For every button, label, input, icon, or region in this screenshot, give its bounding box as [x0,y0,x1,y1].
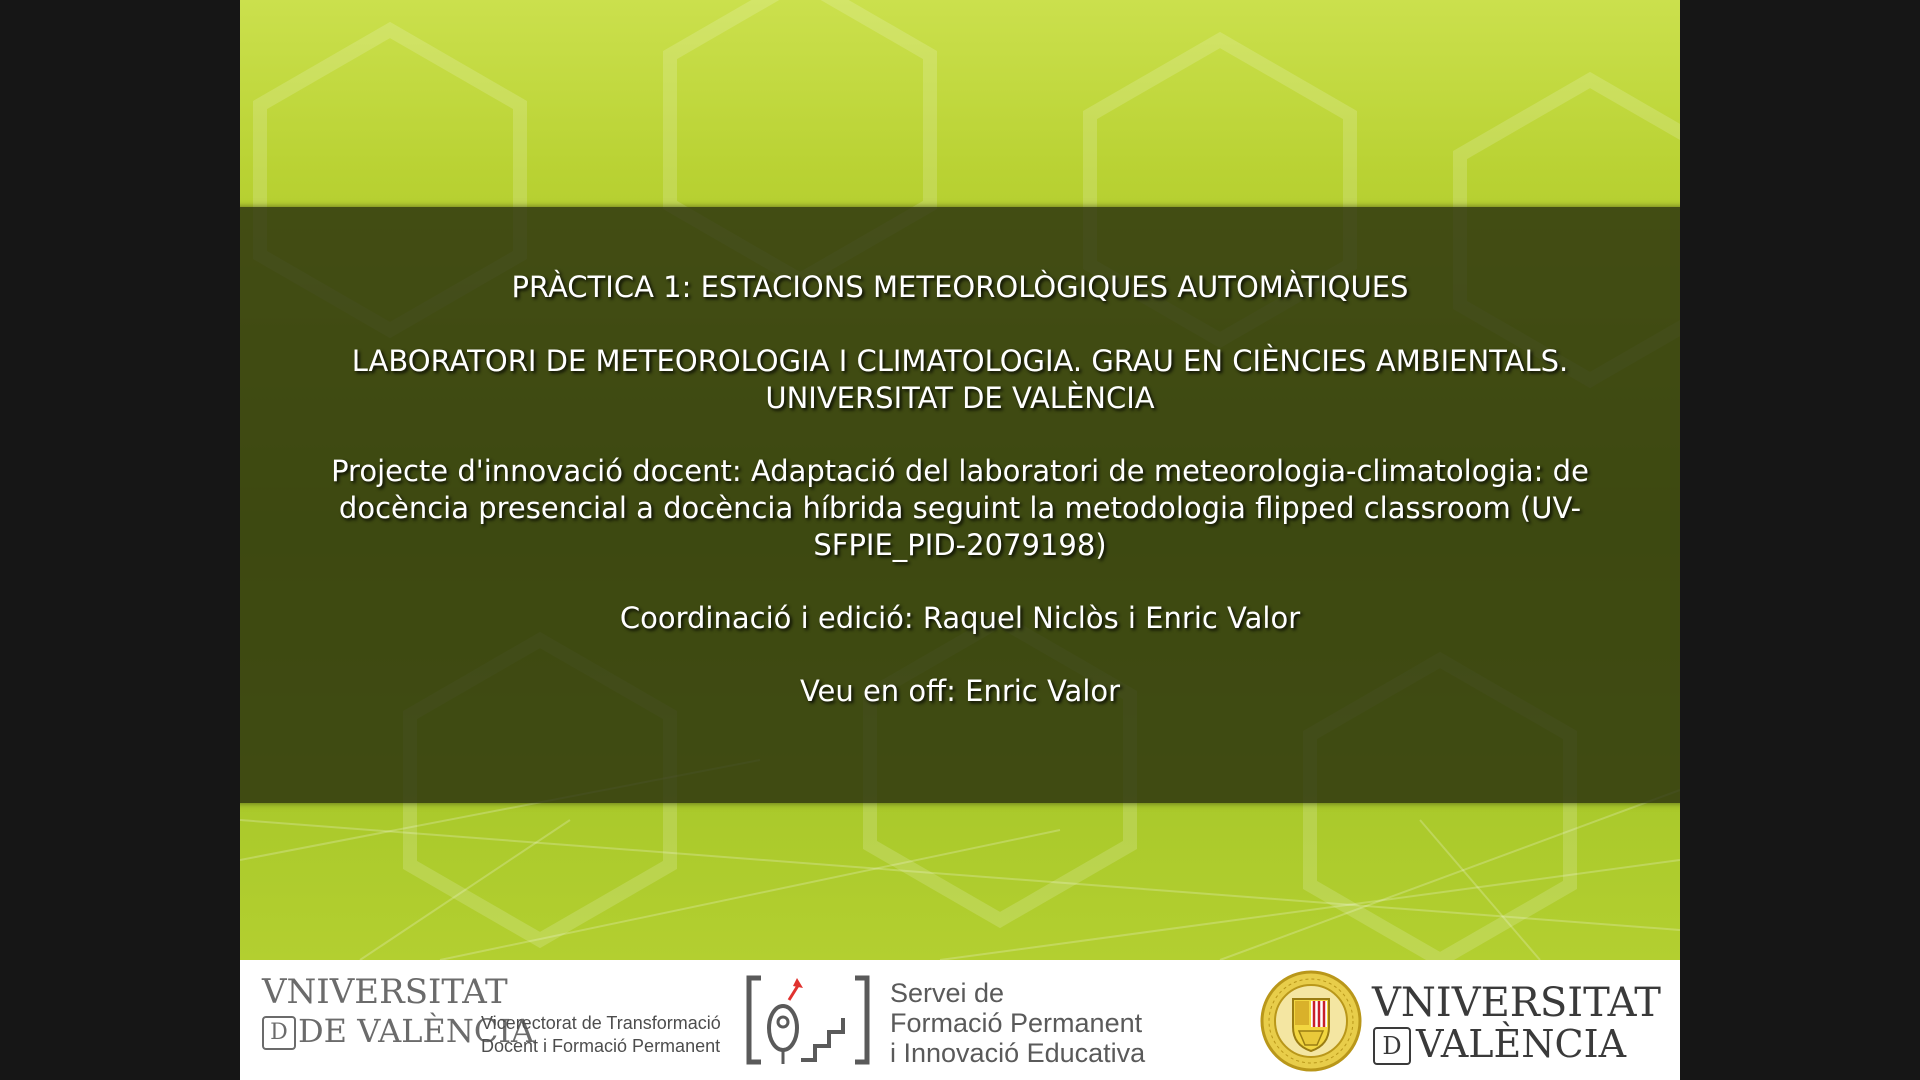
slide-title: PRÀCTICA 1: ESTACIONS METEOROLÒGIQUES AUTOMÀTIQUES [511,270,1409,304]
uv-left-line1: VNIVERSITAT [262,972,508,1012]
uv-right-line1: VNIVERSITAT [1372,980,1661,1026]
voice-credit: Veu en off: Enric Valor [799,674,1121,708]
stairs-person-icon [745,974,877,1070]
course-line-1: LABORATORI DE METEOROLOGIA I CLIMATOLOGIA. GRAU EN CIÈNCIES AMBIENTALS. [351,344,1569,378]
project-line-2: docència presencial a docència híbrida seguint la metodologia flipped classroom (UV- [338,491,1582,525]
sfpie-line2: Formació Permanent [890,1008,1143,1038]
vicerectorat-line2: Docent i Formació Permanent [481,1036,721,1056]
sfpie-line3: i Innovació Educativa [890,1038,1146,1068]
video-slide [240,0,1680,1080]
course-line-2: UNIVERSITAT DE VALÈNCIA [765,381,1155,415]
uv-right-line2: VALÈNCIA [1416,1022,1627,1066]
logo-footer [240,960,1680,1080]
vicerectorat-line1: Vicerectorat de Transformació [481,1013,721,1033]
uv-left-line2: DE VALÈNCIA [298,1012,535,1050]
uv-left-emblem-icon: D [262,1016,296,1050]
project-line-3: SFPIE_PID-2079198) [813,528,1107,562]
coordination-credit: Coordinació i edició: Raquel Niclòs i Enric Valor [619,601,1301,635]
uv-right-emblem-icon: D [1373,1027,1411,1065]
university-seal-icon [1259,969,1363,1073]
project-line-1: Projecte d'innovació docent: Adaptació del laboratori de meteorologia-climatologia: de [331,454,1589,488]
sfpie-line1: Servei de [890,978,1005,1008]
